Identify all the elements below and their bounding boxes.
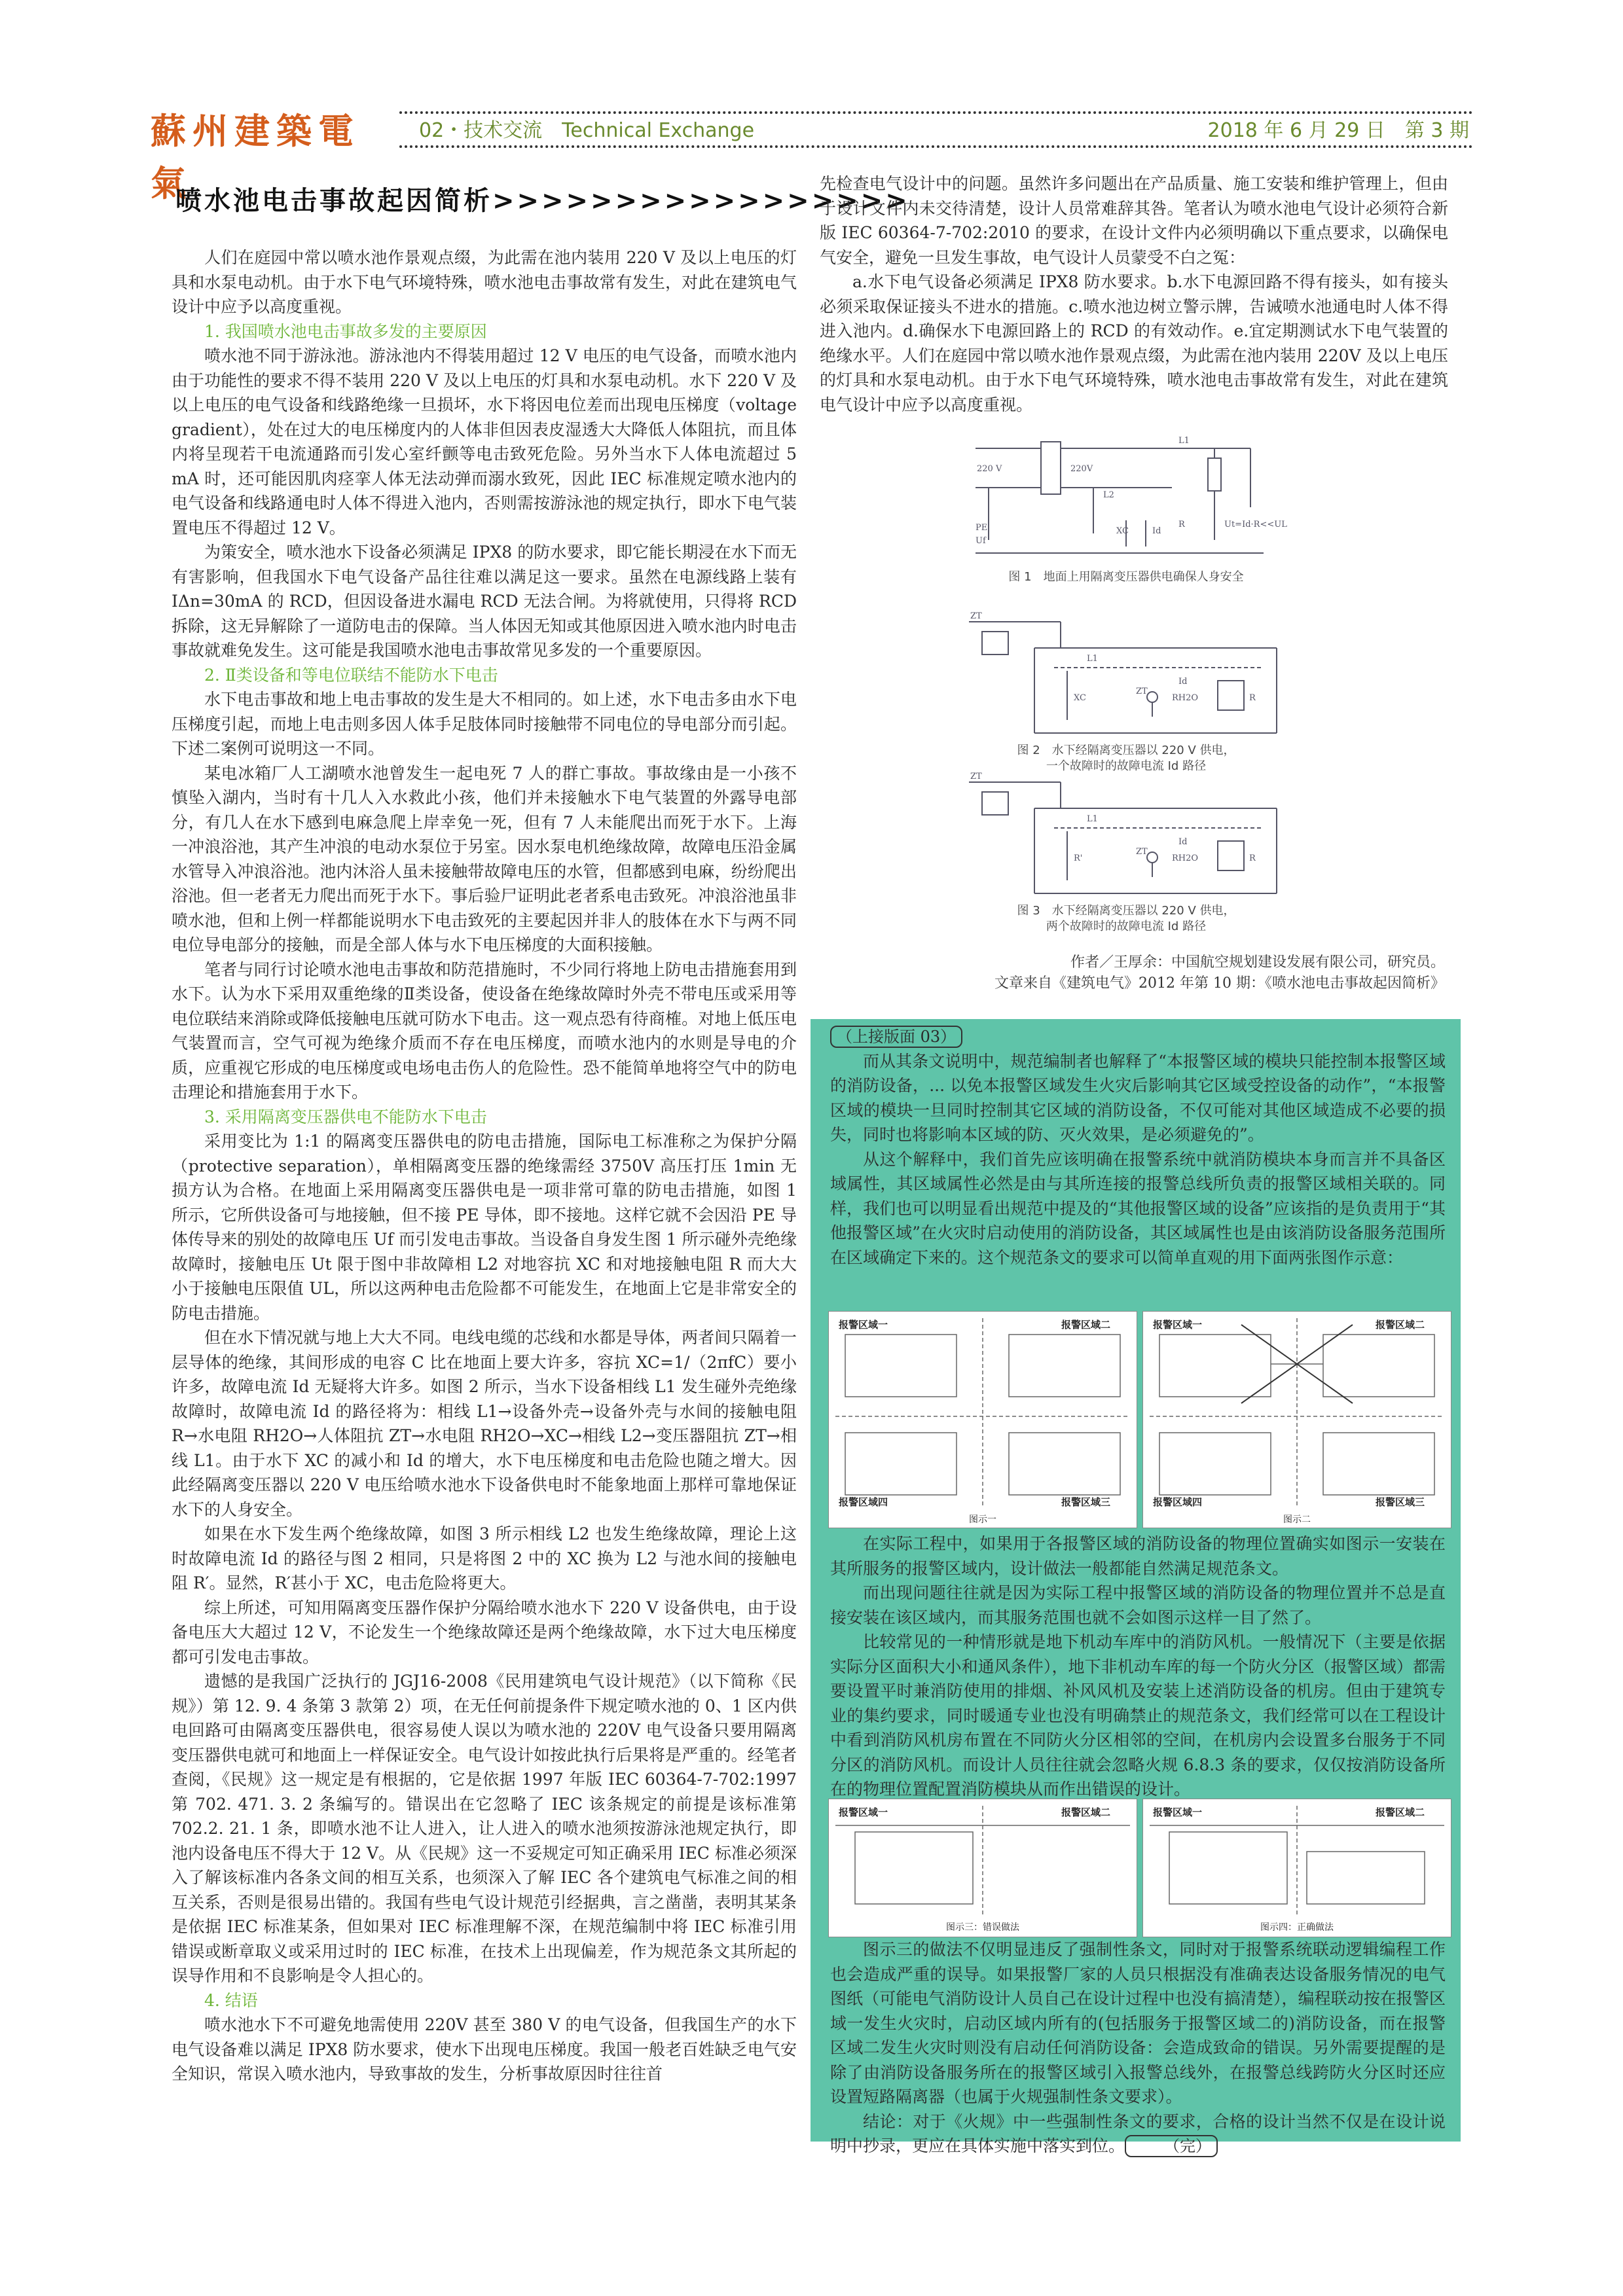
paragraph: 从这个解释中，我们首先应该明确在报警系统中就消防模块本身而言并不具备区域属性，其区域属性必然是由与其所连接的报警总线所负责的报警区域相关联的。同样，我们也可以明显看出规范中提及的“其他报警区域的设备”应该指的是负责用于“其他报警区域”在火灾时启动使用的消防设备，其区域属性也是由该消防设备服务范围所在区域确定下来的。这个规范条文的要求可以简单直观的用下面两张图作示意：	[830, 1149, 1446, 1267]
paragraph: 而出现问题往往就是因为实际工程中报警区域的消防设备的物理位置并不总是直接安装在该区域内，而其服务范围也就不会如图示这样一目了然了。	[830, 1583, 1446, 1627]
paragraph: 水下电击事故和地上电击事故的发生是大不相同的。如上述，水下电击多由水下电压梯度引起，而地上电击则多因人体手足肢体同时接触带不同电位的导电部分而引起。下述二案例可说明这一不同。	[172, 690, 797, 758]
diag1-zone1: 报警区域一	[839, 1319, 888, 1331]
masthead-logo: 蘇州建築電氣	[151, 110, 360, 204]
diag2-zone3: 报警区域三	[1376, 1496, 1425, 1508]
paragraph: 比较常见的一种情形就是地下机动车库中的消防风机。一般情况下（主要是依据实际分区面积大小和通风条件），地下非机动车库的每一个防火分区（报警区域）都需要设置平时兼消防使用的排烟、补风风机及安装上述消防设备的机房。但由于建筑专业的集约要求，同时暖通专业也没有明确禁止的规范条文，我们经常可以在工程设计中看到消防风机房布置在不同防火分区相邻的空间，在机房内会设置多台服务于不同分区的消防风机。而设计人员往往就会忽略火规 6.8.3 条的要求，仅仅按消防设备所在的物理位置配置消防模块从而作出错误的设计。	[830, 1632, 1446, 1799]
byline	[820, 952, 1445, 994]
paragraph: 在实际工程中，如果用于各报警区域的消防设备的物理位置确实如图示一安装在其所服务的报警区域内，设计做法一般都能自然满足规范条文。	[830, 1534, 1446, 1578]
svg-text:XC: XC	[1074, 693, 1086, 703]
svg-text:R: R	[1178, 520, 1185, 529]
paragraph: 综上所述，可知用隔离变压器作保护分隔给喷水池水下 220 V 设备供电，由于设备电压大大超过 12 V，不论发生一个绝缘故障还是两个绝缘故障，水下过大电压梯度都可引发电击事故。	[172, 1598, 797, 1666]
issue-date: 2018 年 6 月 29 日 第 3 期	[1207, 119, 1469, 142]
diag2-zone1: 报警区域一	[1153, 1319, 1203, 1331]
diag4-zone1: 报警区域一	[1153, 1806, 1203, 1818]
svg-text:R: R	[1249, 853, 1256, 863]
figure-3-caption-line1: 图 3 水下经隔离变压器以 220 V 供电，	[1017, 904, 1235, 918]
diag2-zone2: 报警区域二	[1376, 1319, 1425, 1331]
paragraph: 喷水池不同于游泳池。游泳池内不得装用超过 12 V 电压的电气设备，而喷水池内由于功能性的要求不得不装用 220 V 及以上电压的灯具和水泵电动机。水下 220 V 及以上电压的电气设备和线路绝缘一旦损坏，水下将因电位差而出现电压梯度（voltage gradient），处在过大的电压梯度内的人体非但因表皮湿透大大降低人体阻抗，而且体内将呈现若干电流通路而引发心室纤颤等电击致死危险。另外当水下人体电流超过 5 mA 时，还可能因肌肉痉挛人体无法动弹而溺水致死，因此 IEC 标准规定喷水池内的电气设备和线路通电时人体不得进入池内，否则需按游泳池的规定执行，即水下电气装置电压不得超过 12 V。	[172, 346, 797, 537]
svg-text:Id: Id	[1178, 837, 1188, 847]
figure-1	[962, 429, 1290, 585]
paragraph: 某电冰箱厂人工湖喷水池曾发生一起电死 7 人的群亡事故。事故缘由是一小孩不慎坠入湖内，当时有十几人入水救此小孩，他们并未接触水下电气装置的外露导电部分，有几人在水下感到电麻急爬上岸幸免一死，但有 7 人未能爬出而死于水下。上海一冲浪浴池，其产生冲浪的电动水泵位于另室。因水泵电机绝缘故障，故障电压沿金属水管导入冲浪浴池。池内沐浴人虽未接触带故障电压的水管，但都感到电麻，纷纷爬出浴池。但一老者无力爬出而死于水下。事后验尸证明此老者系电击致死。冲浪浴池虽非喷水池，但和上例一样都能说明水下电击致死的主要起因并非人的肢体在水下与两不同电位导电部分的接触，而是全部人体与水下电压梯度的大面积接触。	[172, 763, 797, 954]
diag3-zone2: 报警区域二	[1061, 1806, 1111, 1818]
paragraph: 如果在水下发生两个绝缘故障，如图 3 所示相线 L2 也发生绝缘故障，理论上这时故障电流 Id 的路径与图 2 相同，只是将图 2 中的 XC 换为 L2 与池水间的接触电阻 R′。显然，R′甚小于 XC，电击危险将更大。	[172, 1524, 797, 1592]
paragraph: 笔者与同行讨论喷水池电击事故和防范措施时，不少同行将地上防电击措施套用到水下。认为水下采用双重绝缘的Ⅱ类设备，使设备在绝缘故障时外壳不带电压或采用等电位联结来消除或降低接触电压就可防水下电击。这一观点恐有待商榷。对地上低压电气装置而言，空气可视为绝缘介质而不存在电压梯度，而喷水池内的水则是导电的介质，应重视它形成的电压梯度或电场电击伤人的危险性。恐不能简单地将空气中的防电击理论和措施套用于水下。	[172, 960, 797, 1102]
diag2-caption: 图示二	[1283, 1515, 1311, 1525]
svg-text:220 V: 220 V	[977, 464, 1002, 474]
paragraph: 遗憾的是我国广泛执行的 JGJ16-2008《民用建筑电气设计规范》（以下简称《民规》）第 12. 9. 4 条第 3 款第 2）项，在无任何前提条件下规定喷水池的 0、1 区内供电回路可由隔离变压器供电，很容易使人误以为喷水池的 220V 电气设备只要用隔离变压器供电就可和地面上一样保证安全。电气设计如按此执行后果将是严重的。经笔者查阅，《民规》这一规定是有根据的，它是依据 1997 年版 IEC 60364-7-702:1997 第 702. 471. 3. 2 条编写的。错误出在它忽略了 IEC 该条规定的前提是该标准第 702.2. 21. 1 条，即喷水池不让人进入，让人进入的喷水池须按游泳池规定执行，即池内设备电压不得大于 12 V。从《民规》这一不妥规定可知正确采用 IEC 标准必须深入了解该标准内各条文间的相互关系，也须深入了解 IEC 各个建筑电气标准之间的相互关系，否则是很易出错的。我国有些电气设计规范引经据典，言之凿凿，表明其某条是依据 IEC 标准某条，但如果对 IEC 标准理解不深，在规范编制中将 IEC 标准引用错误或断章取义或采用过时的 IEC 标准，在技术上出现偏差，作为规范条文其所起的误导作用和不良影响是令人担心的。	[172, 1672, 797, 1985]
paragraph: a.水下电气设备必须满足 IPX8 防水要求。b.水下电源回路不得有接头，如有接头必须采取保证接头不进水的措施。c.喷水池边树立警示牌，告诫喷水池通电时人体不得进入池内。d.确保水下电源回路上的 RCD 的有效动作。e.宜定期测试水下电气装置的绝缘水平。人们在庭园中常以喷水池作景观点缀，为此需在池内装用 220V 及以上电压的灯具和水泵电动机。由于水下电气环境特殊，喷水池电击事故常有发生，对此在建筑电气设计中应予以高度重视。	[820, 272, 1448, 414]
svg-text:220V: 220V	[1070, 464, 1093, 474]
diag4-zone2: 报警区域二	[1376, 1806, 1425, 1818]
figure-2-circuit	[962, 609, 1290, 743]
diag2-zone4: 报警区域四	[1153, 1496, 1203, 1508]
figure-3-circuit	[962, 769, 1290, 903]
svg-text:L1: L1	[1087, 814, 1098, 824]
figure-3-caption	[962, 903, 1290, 935]
byline-author: 作者／王厚余：中国航空规划建设发展有限公司，研究员。	[1070, 954, 1445, 971]
paragraph: 图示三的做法不仅明显违反了强制性条文，同时对于报警系统联动逻辑编程工作也会造成严重的误导。如果报警厂家的人员只根据没有准确表达设备服务情况的电气图纸（可能电气消防设计人员自己在设计过程中也没有搞清楚），编程联动按在报警区域一发生火灾时，启动区域内所有的(包括服务于报警区域二的)消防设备，而在报警区域二发生火灾时则没有启动任何消防设备：会造成致命的错误。另外需要提醒的是除了由消防设备服务所在的报警区域引入报警总线外，在报警总线跨防火分区时还应设置短路隔离器（也属于火规强制性条文要求）。	[830, 1940, 1446, 2106]
svg-text:PE: PE	[976, 523, 988, 533]
section-heading: 4. 结语	[204, 1990, 258, 2010]
paragraph: 而从其条文说明中，规范编制者也解释了“本报警区域的模块只能控制本报警区域的消防设备，... 以免本报警区域发生火灾后影响其它区域受控设备的动作”，“本报警区域的模块一旦同时控制其它区域的消防设备，不仅可能对其他区域造成不必要的损失，同时也将影响本区域的防、灭火效果，是必须避免的”。	[830, 1051, 1446, 1144]
byline-source: 文章来自《建筑电气》2012 年第 10 期：《喷水池电击事故起因简析》	[994, 975, 1445, 992]
svg-text:R: R	[1249, 693, 1256, 703]
section-heading: 2. Ⅱ类设备和等电位联结不能防水下电击	[204, 665, 498, 685]
svg-text:Ut=Id·R<<UL: Ut=Id·R<<UL	[1224, 520, 1287, 529]
svg-text:Uf: Uf	[976, 536, 986, 546]
sidebar-text-middle	[830, 1532, 1446, 1802]
diag3-caption: 图示三：错误做法	[946, 1922, 1019, 1933]
svg-text:L2: L2	[1103, 490, 1114, 500]
zone-diagram-2	[1142, 1311, 1451, 1528]
diag1-zone2: 报警区域二	[1061, 1319, 1111, 1331]
sidebar-text-bottom	[830, 1937, 1446, 2159]
svg-text:Id: Id	[1152, 526, 1161, 536]
svg-text:ZT: ZT	[970, 772, 982, 781]
continued-from-tag: （上接版面 03）	[830, 1026, 962, 1048]
diag3-zone1: 报警区域一	[839, 1806, 888, 1818]
section-label: 02・技术交流 Technical Exchange	[419, 119, 755, 142]
header-divider-top	[399, 111, 1473, 114]
intro-paragraph: 人们在庭园中常以喷水池作景观点缀，为此需在池内装用 220 V 及以上电压的灯具和水泵电动机。由于水下电气环境特殊，喷水池电击事故常有发生，对此在建筑电气设计中应予以高度重视。	[172, 248, 797, 316]
paragraph	[830, 2109, 1446, 2159]
svg-text:RH2O: RH2O	[1172, 853, 1199, 863]
article-title: 喷水池电击事故起因简析>>>>>>>>>>>>>>>>>	[175, 186, 910, 216]
diag1-zone3: 报警区域三	[1061, 1496, 1111, 1508]
paragraph: 采用变比为 1:1 的隔离变压器供电的防电击措施，国际电工标准称之为保护分隔（protective separation），单相隔离变压器的绝缘需经 3750V 高压打压 1min 无损方认为合格。在地面上采用隔离变压器供电是一项非常可靠的防电击措施，如图 1 所示，它所供设备可与地接触，但不接 PE 导体，即不接地。这样它就不会因沿 PE 导体传导来的别处的故障电压 Uf 而引发电击事故。当设备自身发生图 1 所示碰外壳绝缘故障时，接触电压 Ut 限于图中非故障相 L2 对地容抗 XC 和对地接触电阻 R 而大大小于接触电压限值 UL，所以这两种电击危险都不可能发生，在地面上它是非常安全的防电击措施。	[172, 1132, 797, 1323]
svg-text:ZT: ZT	[1136, 847, 1148, 857]
figure-3-caption-line2: 两个故障时的故障电流 Id 路径	[1046, 920, 1207, 933]
sidebar-text-top	[830, 1024, 1446, 1270]
conclusion-text: 结论：对于《火规》中一些强制性条文的要求，合格的设计当然不仅是在设计说明中抄录，更应在具体实施中落实到位。	[830, 2111, 1446, 2155]
end-tag: （完）	[1125, 2135, 1218, 2157]
svg-text:R': R'	[1074, 853, 1083, 863]
diag1-caption: 图示一	[969, 1515, 996, 1525]
diag1-zone4: 报警区域四	[839, 1496, 888, 1508]
svg-text:XC: XC	[1116, 526, 1129, 536]
zone-diagram-1	[828, 1311, 1137, 1528]
paragraph: 先检查电气设计中的问题。虽然许多问题出在产品质量、施工安装和维护管理上，但由于设计文件内未交待清楚，设计人员常难辞其咎。笔者认为喷水池电气设计必须符合新版 IEC 60364-7-702:2010 的要求，在设计文件内必须明确以下重点要求，以确保电气安全，避免一旦发生事故，电气设计人员蒙受不白之冤：	[820, 174, 1448, 267]
section-heading: 3. 采用隔离变压器供电不能防水下电击	[204, 1107, 487, 1126]
figure-2-caption-line2: 一个故障时的故障电流 Id 路径	[1046, 759, 1207, 773]
figure-1-circuit	[962, 429, 1290, 569]
figure-3	[962, 769, 1290, 935]
svg-text:L1: L1	[1178, 436, 1190, 446]
figure-2-caption-line1: 图 2 水下经隔离变压器以 220 V 供电，	[1017, 744, 1235, 757]
paragraph: 为策安全，喷水池水下设备必须满足 IPX8 的防水要求，即它能长期浸在水下而无有害影响，但我国水下电气设备产品往往难以满足这一要求。虽然在电源线路上装有 IΔn=30mA 的 RCD，但因设备进水漏电 RCD 无法合闸。为将就使用，只得将 RCD 拆除，这无异解除了一道防电击的保障。当人体因无知或其他原因进入喷水池内时电击事故就难免发生。这可能是我国喷水池电击事故常见多发的一个重要原因。	[172, 543, 797, 660]
svg-text:Id: Id	[1178, 677, 1188, 687]
zone-diagram-4	[1142, 1799, 1451, 1937]
article-left-column	[172, 245, 797, 2087]
paragraph: 但在水下情况就与地上大大不同。电线电缆的芯线和水都是导体，两者间只隔着一层导体的绝缘，其间形成的电容 C 比在地面上要大许多，容抗 XC=1/（2πfC）要小许多，故障电流 Id 无疑将大许多。如图 2 所示，当水下设备相线 L1 发生碰外壳绝缘故障时，故障电流 Id 的路径将为：相线 L1→设备外壳→设备外壳与水间的接触电阻 R→水电阻 RH2O→人体阻抗 ZT→水电阻 RH2O→XC→相线 L2→变压器阻抗 ZT→相线 L1。由于水下 XC 的减小和 Id 的增大，水下电压梯度和电击危险也随之增大。因此经隔离变压器以 220 V 电压给喷水池水下设备供电时不能象地面上那样可靠地保证水下的人身安全。	[172, 1328, 797, 1519]
figure-1-caption: 图 1 地面上用隔离变压器供电确保人身安全	[1008, 570, 1244, 584]
svg-text:ZT: ZT	[1136, 687, 1148, 696]
paragraph: 喷水池水下不可避免地需使用 220V 甚至 380 V 的电气设备，但我国生产的水下电气设备难以满足 IPX8 防水要求，使水下出现电压梯度。我国一般老百姓缺乏电气安全知识，常误入喷水池内，导致事故的发生，分析事故原因时往往首	[172, 2015, 797, 2083]
figure-2	[962, 609, 1290, 774]
svg-text:RH2O: RH2O	[1172, 693, 1199, 703]
svg-text:ZT: ZT	[970, 611, 982, 621]
header-divider-bottom	[399, 145, 1473, 148]
diag4-caption: 图示四：正确做法	[1260, 1922, 1334, 1933]
section-heading: 1. 我国喷水池电击事故多发的主要原因	[204, 321, 487, 341]
paragraph	[830, 1024, 1446, 1049]
zone-diagram-3	[828, 1799, 1137, 1937]
svg-text:L1: L1	[1087, 654, 1098, 664]
article-right-column	[820, 171, 1448, 417]
